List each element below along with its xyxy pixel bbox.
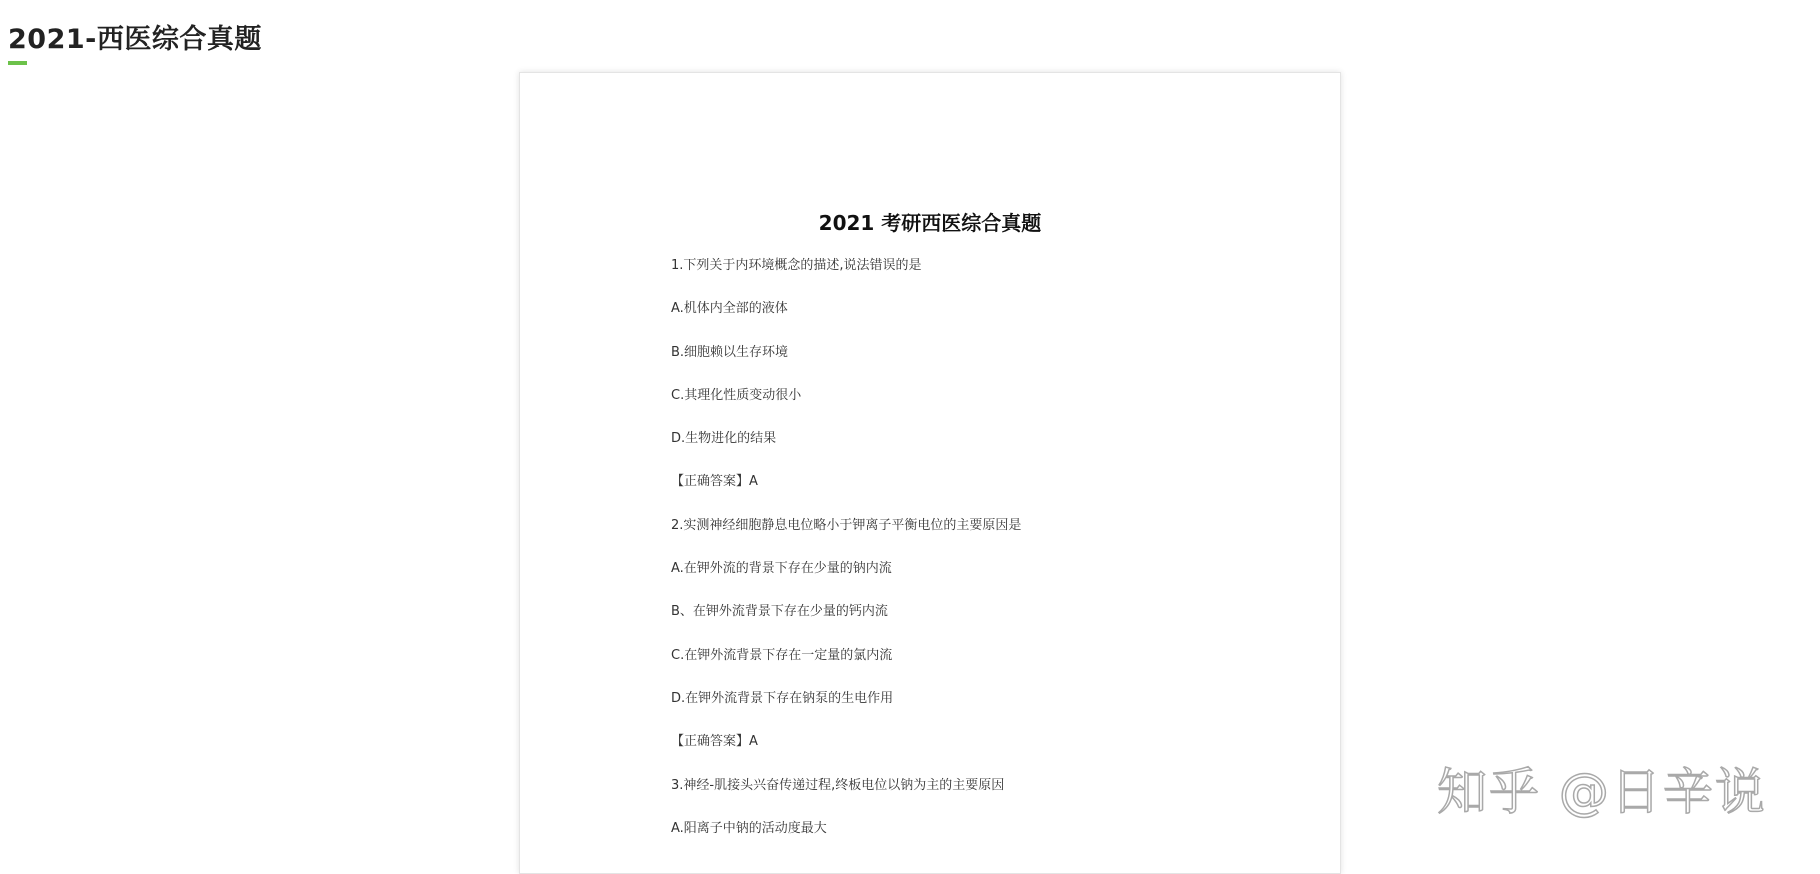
document-line: A.机体内全部的液体 [671,301,788,317]
document-line: B、在钾外流背景下存在少量的钙内流 [671,604,888,620]
document-line: 1.下列关于内环境概念的描述,说法错误的是 [671,258,922,273]
document-line: 【正确答案】A [671,734,758,750]
document-line: A.阳离子中钠的活动度最大 [671,820,827,836]
page-title: 2021-西医综合真题 [8,24,262,55]
document-line: D.在钾外流背景下存在钠泵的生电作用 [671,690,894,706]
page-header [8,20,262,65]
document-line: 2.实测神经细胞静息电位略小于钾离子平衡电位的主要原因是 [671,517,1022,533]
document-line: 【正确答案】A [671,474,758,490]
document-body [671,256,1021,862]
document-line: 3.神经-肌接头兴奋传递过程,终板电位以钠为主的主要原因 [671,777,1005,793]
document-line: C.在钾外流背景下存在一定量的氯内流 [671,647,893,663]
document-title: 2021 考研西医综合真题 [818,211,1042,235]
document-page [519,72,1341,874]
title-accent-underline [8,61,27,65]
document-line: D.生物进化的结果 [671,431,777,447]
document-line: C.其理化性质变动很小 [671,387,802,403]
zhihu-watermark: 知乎 @日辛说 [1437,763,1767,821]
document-line: B.细胞赖以生存环境 [671,344,789,360]
document-line: A.在钾外流的背景下存在少量的钠内流 [671,561,892,577]
